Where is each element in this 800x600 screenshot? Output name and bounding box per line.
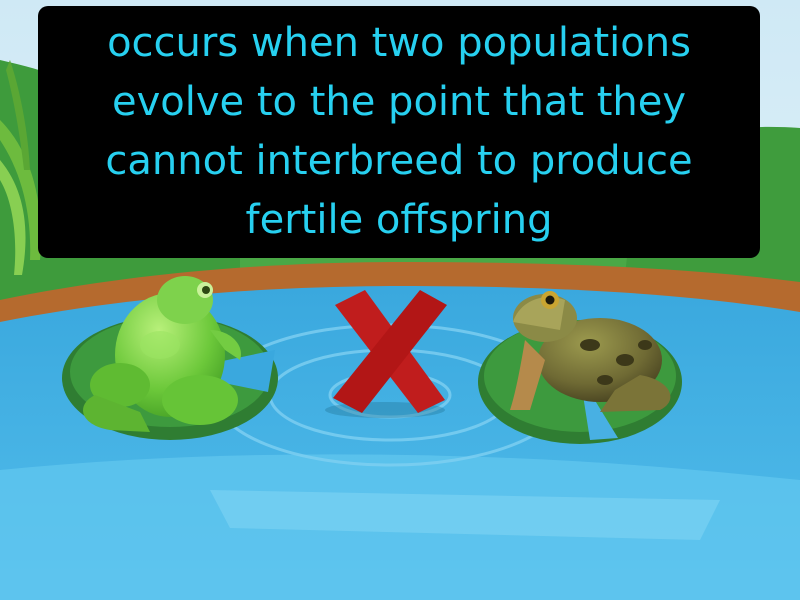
definition-text: occurs when two populations evolve to the point that they cannot interbreed to produce fertile offspring (105, 20, 693, 243)
definition-caption-box (38, 6, 760, 258)
